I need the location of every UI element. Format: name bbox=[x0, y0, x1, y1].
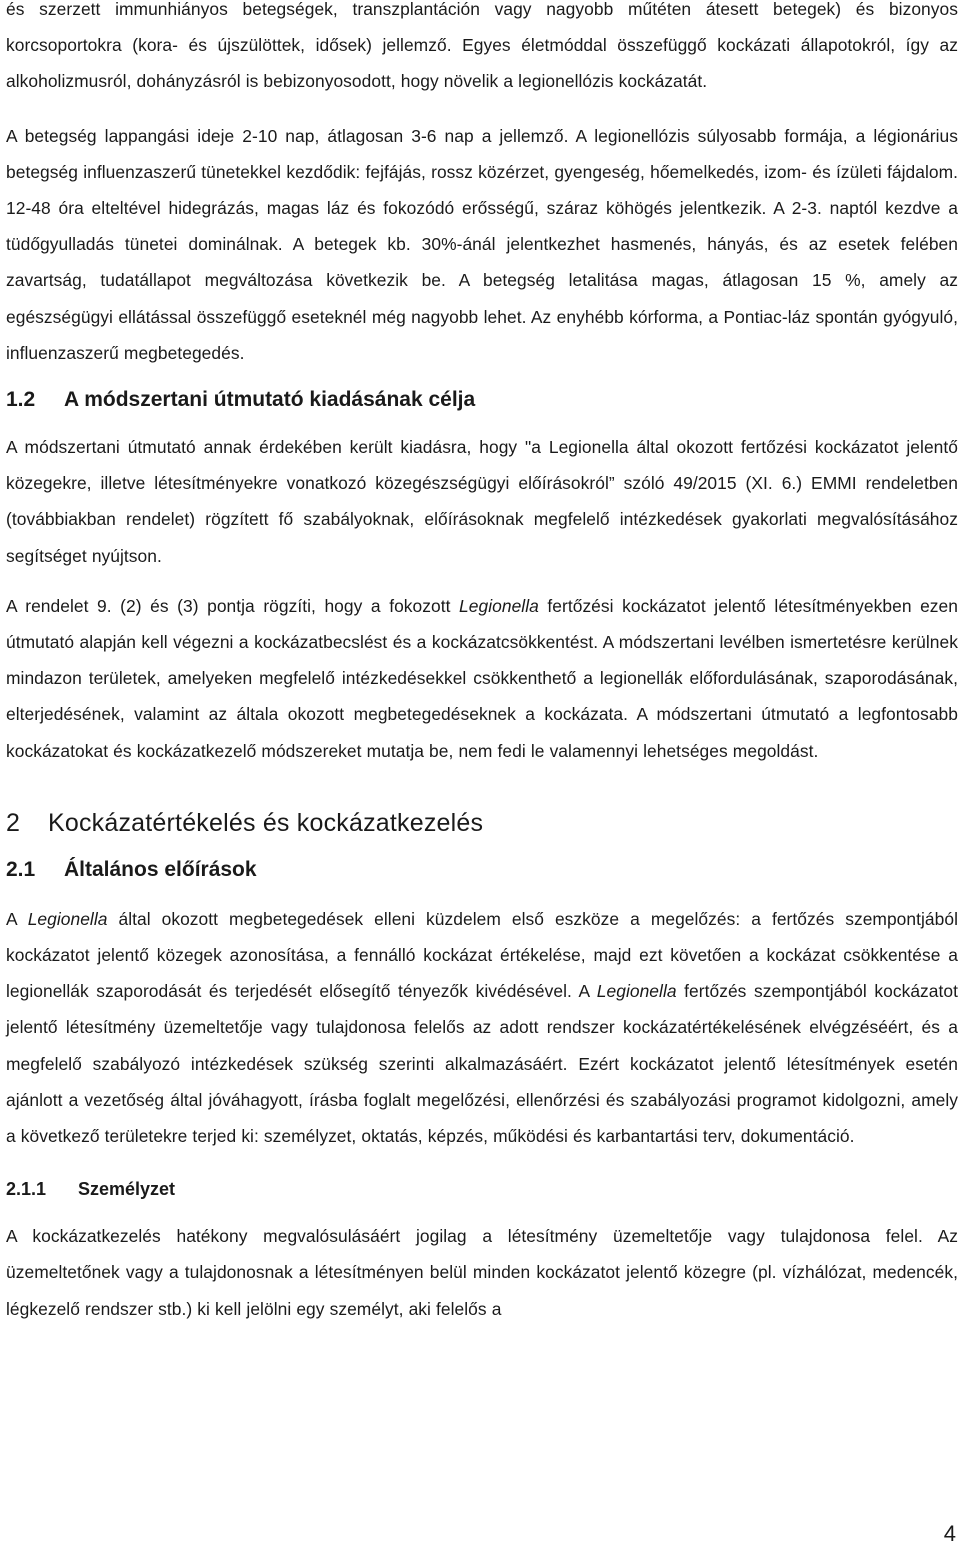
paragraph-regulation bbox=[6, 588, 958, 769]
section-number: 2.1 bbox=[6, 857, 36, 881]
paragraph-general-provisions bbox=[6, 901, 958, 1154]
chapter-heading-2 bbox=[6, 807, 958, 839]
general-text-2: által okozott megbetegedések elleni küzdelem első eszköze a megelőzés: a fertőzés szempontjából kockázatot jelentő közegek azonosítása, a fennálló kockázat értékelése, majd ezt követően a kockázat csökkentése a legionellák szaporodását és terjedését elősegítő tényezők kivédésével. A bbox=[6, 908, 958, 1002]
section-title: Általános előírások bbox=[64, 857, 257, 881]
general-text-3: fertőzés szempontjából kockázatot jelentő létesítmény üzemeltetője vagy tulajdonosa felelős az adott rendszer kockázatértékelésének elvégzéséért, és a megfelelő szabályozó intézkedések szükség szerinti alkalmazásáért. Ezért kockázatot jelentő létesítmények esetén ajánlott a vezetőség által jóváhagyott, írásba foglalt megelőzési, ellenőrzési és szabályozási programot kidolgozni, amely a következő területekre terjed ki: személyzet, oktatás, képzés, működési és karbantartási terv, dokumentáció. bbox=[6, 981, 958, 1147]
section-number: 1.2 bbox=[6, 388, 36, 412]
subsection-number: 2.1.1 bbox=[6, 1179, 47, 1200]
regulation-text-start: A rendelet 9. (2) és (3) pontja rögzíti, hogy a fokozott bbox=[6, 595, 460, 616]
chapter-number: 2 bbox=[6, 808, 21, 837]
page-number: 4 bbox=[943, 1521, 956, 1546]
legionella-italic: Legionella bbox=[459, 595, 539, 616]
section-heading-2-1 bbox=[6, 855, 958, 885]
paragraph-risk-groups: és szerzett immunhiányos betegségek, transzplantáción vagy nagyobb műtéten átesett betegek) és bizonyos korcsoportokra (kora- és újszülöttek, idősek) jellemző. Egyes életmóddal összefüggő kockázati állapotokról, így az alkoholizmusról, dohányzásról is bebizonyosodott, hogy növelik a legionellózis kockázatát. bbox=[6, 0, 958, 92]
legionella-italic: Legionella bbox=[596, 981, 677, 1002]
subsection-title: Személyzet bbox=[78, 1179, 176, 1200]
section-title: A módszertani útmutató kiadásának célja bbox=[64, 388, 476, 412]
paragraph-incubation-symptoms: A betegség lappangási ideje 2-10 nap, átlagosan 3-6 nap a jellemző. A legionellózis súlyosabb formája, a légionárius betegség influenzaszerű tünetekkel kezdődik: fejfájás, rossz közérzet, gyengeség, hőemelkedés, izom- és ízületi fájdalom. 12-48 óra elteltével hidegrázás, magas láz és fokozódó erősségű, száraz köhögés jelentkezik. A 2-3. naptól kezdve a tüdőgyulladás tünetei dominálnak. A betegek kb. 30%-ánál jelentkezhet hasmenés, hányás, és az esetek felében zavartság, tudatállapot megváltozása következik be. A betegség letalitása magas, átlagosan 15 %, amely az egészségügyi ellátással összefüggő eseteknél még nagyobb lehet. Az enyhébb kórforma, a Pontiac-láz spontán gyógyuló, influenzaszerű megbetegedés. bbox=[6, 125, 958, 363]
paragraph-staff: A kockázatkezelés hatékony megvalósulásáért jogilag a létesítmény üzemeltetője vagy tulajdonosa felel. Az üzemeltetőnek vagy a tulajdonosnak a létesítményen belül minden kockázatot jelentő közegre (pl. vízhálózat, medencék, légkezelő rendszer stb.) ki kell jelölni egy személyt, aki felelős a bbox=[6, 1226, 958, 1319]
general-text-1: A bbox=[6, 908, 28, 929]
legionella-italic: Legionella bbox=[27, 908, 108, 929]
subsection-heading-2-1-1 bbox=[6, 1176, 958, 1202]
paragraph-purpose: A módszertani útmutató annak érdekében került kiadásra, hogy "a Legionella által okozott fertőzési kockázatot jelentő közegekre, illetve létesítményekre vonatkozó közegészségügyi előírásokról” szóló 49/2015 (XI. 6.) EMMI rendeletben (továbbiakban rendelet) rögzített fő szabályoknak, előírásoknak megfelelő intézkedések gyakorlati megvalósításához segítséget nyújtson. bbox=[6, 437, 958, 566]
section-heading-1-2 bbox=[6, 385, 958, 415]
chapter-title: Kockázatértékelés és kockázatkezelés bbox=[48, 808, 484, 837]
regulation-text-end: fertőzési kockázatot jelentő létesítményekben ezen útmutató alapján kell végezni a kockázatbecslést és a kockázatcsökkentést. A módszertani levélben ismertetésre kerülnek mindazon területek, amelyeken megfelelő intézkedésekkel csökkenthető a legionellák előfordulásának, szaporodásának, elterjedésének, valamint az általa okozott megbetegedéseknek a kockázata. A módszertani útmutató a legfontosabb kockázatokat és kockázatkezelő módszereket mutatja be, nem fedi le valamennyi lehetséges megoldást. bbox=[6, 595, 959, 761]
document-page bbox=[6, 0, 958, 1327]
